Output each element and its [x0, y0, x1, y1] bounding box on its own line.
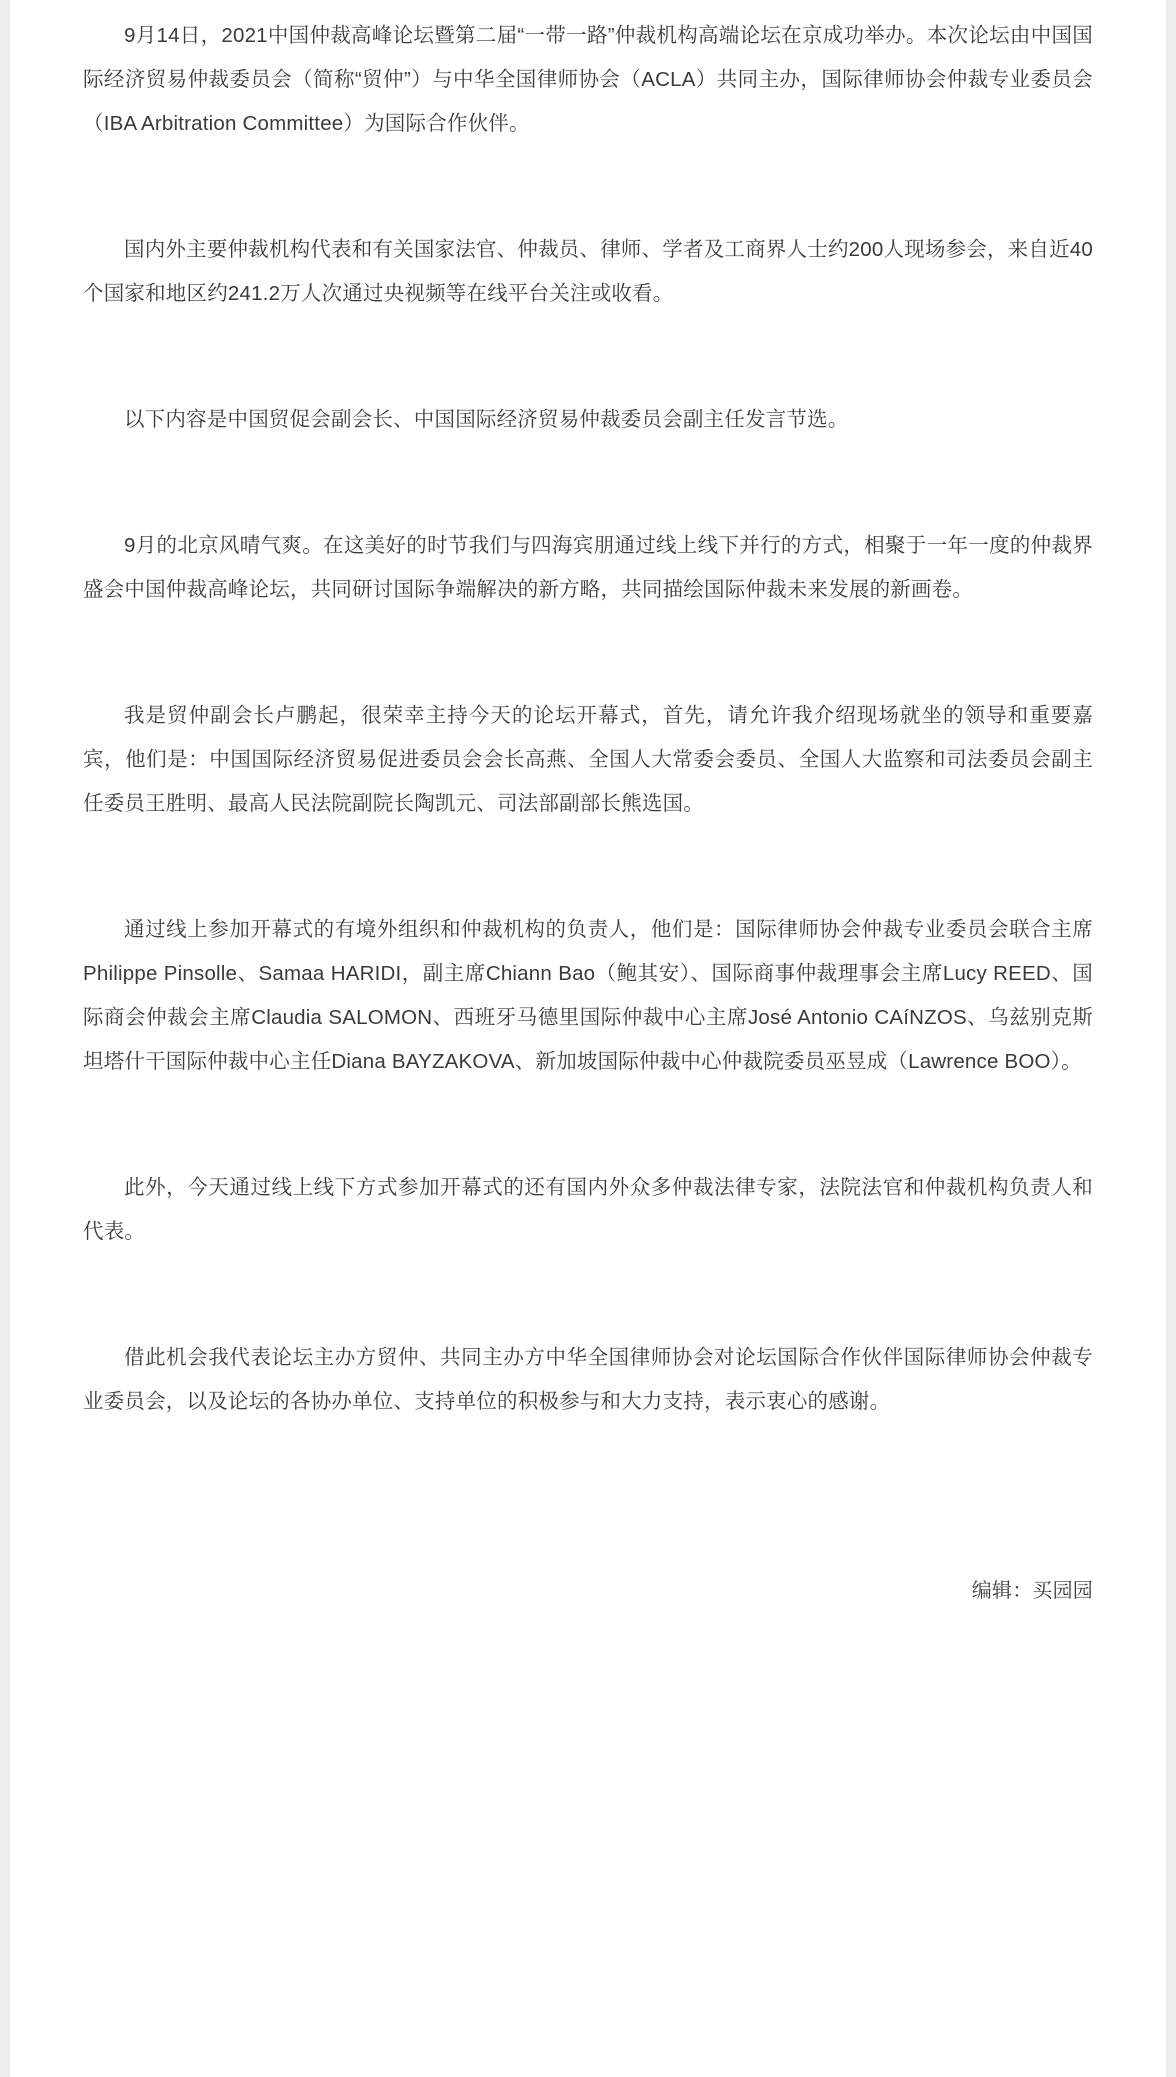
article-paragraph: 以下内容是中国贸促会副会长、中国国际经济贸易仲裁委员会副主任发言节选。	[124, 408, 849, 431]
article-paragraph: 9月14日，2021中国仲裁高峰论坛暨第二届“一带一路”仲裁机构高端论坛在京成功举办。本次论坛由中国国际经济贸易仲裁委员会（简称“贸仲”）与中华全国律师协会（ACLA）共同主办，国际律师协会仲裁专业委员会（IBA Arbitration Committee）为国际合作伙伴。	[83, 24, 1093, 135]
article-paragraph: 我是贸仲副会长卢鹏起，很荣幸主持今天的论坛开幕式，首先，请允许我介绍现场就坐的领导和重要嘉宾，他们是：中国国际经济贸易促进委员会会长高燕、全国人大常委会委员、全国人大监察和司法委员会副主任委员王胜明、最高人民法院副院长陶凯元、司法部副部长熊选国。	[83, 704, 1093, 815]
article-paragraph: 此外，今天通过线上线下方式参加开幕式的还有国内外众多仲裁法律专家，法院法官和仲裁机构负责人和代表。	[83, 1176, 1093, 1243]
article-paragraph: 通过线上参加开幕式的有境外组织和仲裁机构的负责人，他们是：国际律师协会仲裁专业委员会联合主席Philippe Pinsolle、Samaa HARIDI，副主席Chiann Bao（鲍其安）、国际商事仲裁理事会主席Lucy REED、国际商会仲裁会主席Claudia SALOMON、西班牙马德里国际仲裁中心主席José Antonio CAíNZOS、乌兹别克斯坦塔什干国际仲裁中心主任Diana BAYZAKOVA、新加坡国际仲裁中心仲裁院委员巫昱成（Lawrence BOO）。	[83, 918, 1093, 1073]
article-paragraph: 借此机会我代表论坛主办方贸仲、共同主办方中华全国律师协会对论坛国际合作伙伴国际律师协会仲裁专业委员会，以及论坛的各协办单位、支持单位的积极参与和大力支持，表示衷心的感谢。	[83, 1346, 1093, 1413]
article-paragraph: 9月的北京风晴气爽。在这美好的时节我们与四海宾朋通过线上线下并行的方式，相聚于一年一度的仲裁界盛会中国仲裁高峰论坛，共同研讨国际争端解决的新方略，共同描绘国际仲裁未来发展的新画卷。	[83, 534, 1093, 601]
article-paragraph: 国内外主要仲裁机构代表和有关国家法官、仲裁员、律师、学者及工商界人士约200人现场参会，来自近40个国家和地区约241.2万人次通过央视频等在线平台关注或收看。	[83, 238, 1093, 305]
editor-credit: 编辑：买园园	[971, 1580, 1093, 1602]
